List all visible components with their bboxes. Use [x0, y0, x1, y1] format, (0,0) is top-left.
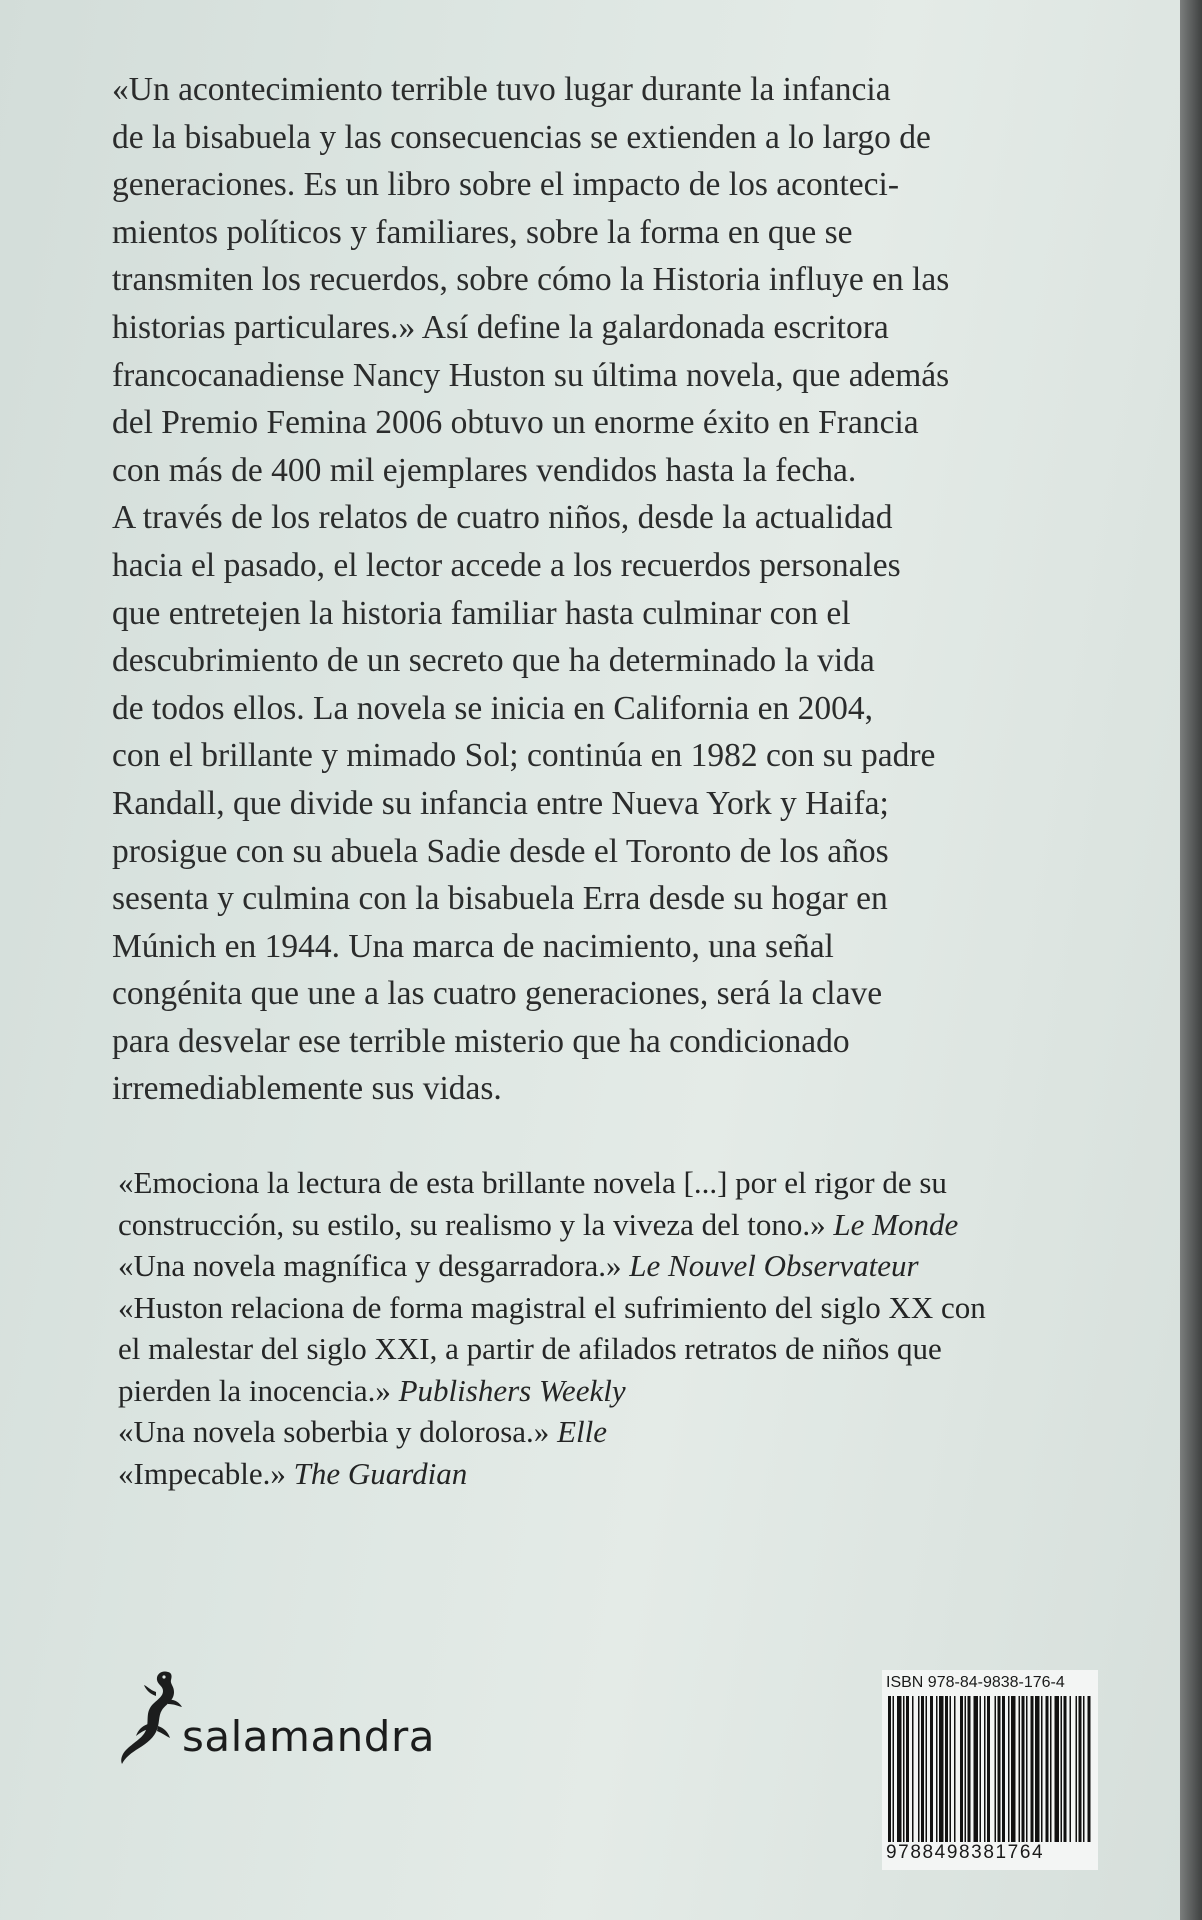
salamander-icon: [116, 1668, 192, 1768]
barcode-bar: [1031, 1696, 1034, 1842]
barcode-bar: [1041, 1696, 1043, 1842]
synopsis-line: historias particulares.» Así define la galardonada escritora: [112, 308, 889, 346]
barcode-bar: [1061, 1696, 1063, 1842]
synopsis-line: sesenta y culmina con la bisabuela Erra desde su hogar en: [112, 880, 888, 918]
barcode-bar: [1008, 1696, 1010, 1842]
barcode-bar: [998, 1696, 1001, 1842]
review-source: The Guardian: [293, 1455, 468, 1491]
barcode-bar: [1055, 1696, 1060, 1842]
barcode-bar: [1019, 1696, 1021, 1842]
barcode-bar: [965, 1696, 967, 1842]
barcode-bar: [1022, 1696, 1025, 1842]
barcode-bar: [906, 1696, 909, 1842]
review-publishers-weekly-line: «Huston relaciona de forma magistral el sufrimiento del siglo XX con: [118, 1289, 986, 1325]
barcode-bar: [893, 1696, 895, 1842]
barcode-bar: [968, 1696, 971, 1842]
synopsis-line: congénita que une a las cuatro generaciones, será la clave: [112, 975, 883, 1013]
review-source: Elle: [557, 1414, 607, 1449]
barcode-bar: [1070, 1696, 1072, 1842]
synopsis-line: hacia el pasado, el lector accede a los recuerdos personales: [112, 546, 901, 584]
review-text: «Una novela soberbia y dolorosa.»: [118, 1414, 550, 1449]
review-source: Publishers Weekly: [398, 1372, 626, 1408]
review-elle: [118, 1411, 1078, 1453]
synopsis-line: transmiten los recuerdos, sobre cómo la Historia influye en las: [112, 261, 950, 299]
review-text: pierden la inocencia.»: [118, 1372, 391, 1408]
synopsis-line: con el brillante y mimado Sol; continúa en 1982 con su padre: [112, 737, 936, 775]
barcode-bar: [1050, 1696, 1052, 1842]
barcode-bar: [903, 1696, 905, 1842]
barcode-bar: [1011, 1696, 1016, 1842]
barcode-bar: [974, 1696, 979, 1842]
barcode-bar: [926, 1696, 928, 1842]
synopsis-line: Randall, que divide su infancia entre Nueva York y Haifa;: [112, 784, 889, 822]
synopsis-line: de la bisabuela y las consecuencias se extienden a lo largo de: [112, 118, 931, 156]
barcode-bar: [945, 1696, 948, 1842]
review-text: «Impecable.»: [118, 1455, 286, 1491]
review-le-monde-line: «Emociona la lectura de esta brillante novela [...] por el rigor de su: [118, 1165, 947, 1200]
synopsis-line: de todos ellos. La novela se inicia en California en 2004,: [112, 689, 873, 727]
barcode-bar: [918, 1696, 920, 1842]
barcode-bar: [1088, 1696, 1091, 1842]
review-text: construcción, su estilo, su realismo y la viveza del tono.»: [118, 1206, 826, 1242]
review-guardian: [118, 1453, 1078, 1495]
ean-digits: 9788498381764: [886, 1842, 1045, 1863]
synopsis-line: que entretejen la historia familiar hasta culminar con el: [112, 594, 851, 632]
synopsis-line: generaciones. Es un libro sobre el impacto de los aconteci-: [112, 166, 899, 204]
barcode-bar: [960, 1696, 963, 1842]
barcode-bar: [939, 1696, 944, 1842]
barcode-bar: [936, 1696, 938, 1842]
barcode-bar: [980, 1696, 982, 1842]
publisher-logo: [116, 1668, 436, 1778]
barcode-area: [882, 1670, 1098, 1870]
barcode-bar: [1083, 1696, 1085, 1842]
barcode-bar: [1076, 1696, 1078, 1842]
publisher-name: salamandra: [182, 1712, 435, 1761]
synopsis: [112, 66, 1082, 1113]
press-reviews: [118, 1162, 1078, 1494]
synopsis-line: prosigue con su abuela Sadie desde el Toronto de los años: [112, 832, 889, 870]
barcode-bar: [912, 1696, 914, 1842]
barcode-bar: [954, 1696, 956, 1842]
synopsis-line: irremediablemente sus vidas.: [112, 1070, 502, 1108]
review-publishers-weekly-line: el malestar del siglo XXI, a partir de afilados retratos de niños que: [118, 1331, 942, 1366]
barcode-bar: [984, 1696, 986, 1842]
barcode-bar: [897, 1696, 902, 1842]
barcode-bar: [921, 1696, 924, 1842]
isbn-label: ISBN 978-84-9838-176-4: [886, 1674, 1065, 1691]
review-nouvel-observateur: [118, 1245, 1078, 1287]
synopsis-line: para desvelar ese terrible misterio que ha condicionado: [112, 1022, 850, 1060]
barcode-bar: [1046, 1696, 1049, 1842]
barcode-bar: [930, 1696, 933, 1842]
synopsis-line: con más de 400 mil ejemplares vendidos hasta la fecha.: [112, 451, 857, 489]
review-le-monde-line: [118, 1204, 1078, 1246]
synopsis-line: descubrimiento de un secreto que ha determinado la vida: [112, 642, 875, 680]
barcode-bar: [987, 1696, 990, 1842]
synopsis-line: «Un acontecimiento terrible tuvo lugar durante la infancia: [112, 71, 891, 108]
review-source: Le Nouvel Observateur: [629, 1248, 919, 1283]
barcode-bar: [1026, 1696, 1028, 1842]
barcode-bar: [1035, 1696, 1040, 1842]
synopsis-line: mientos políticos y familiares, sobre la forma en que se: [112, 213, 853, 251]
barcode-bar: [888, 1696, 891, 1842]
review-text: «Una novela magnífica y desgarradora.»: [118, 1248, 622, 1283]
synopsis-line: A través de los relatos de cuatro niños, desde la actualidad: [112, 499, 893, 537]
barcode-bar: [950, 1696, 952, 1842]
barcode-bar: [1079, 1696, 1082, 1842]
synopsis-line: francocanadiense Nancy Huston su última novela, que además: [112, 356, 950, 394]
synopsis-line: Múnich en 1944. Una marca de nacimiento, una señal: [112, 927, 834, 965]
barcode-bar: [995, 1696, 997, 1842]
cover-edge-shadow: [1180, 0, 1202, 1920]
review-publishers-weekly-line: [118, 1370, 1078, 1412]
synopsis-line: del Premio Femina 2006 obtuvo un enorme éxito en Francia: [112, 404, 919, 442]
barcode-bar: [1002, 1696, 1005, 1842]
barcode-bar: [1064, 1696, 1067, 1842]
review-source: Le Monde: [833, 1206, 959, 1242]
barcode-icon: [886, 1696, 1094, 1842]
